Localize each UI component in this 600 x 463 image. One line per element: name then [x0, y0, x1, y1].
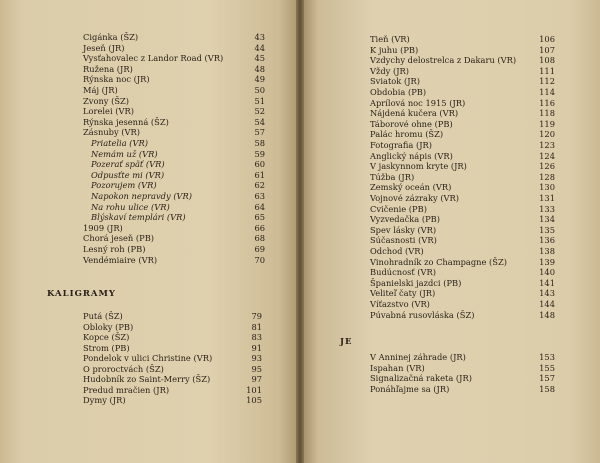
toc-entry — [83, 374, 262, 385]
toc-entry-title: Budúcnosť (VR) — [370, 267, 437, 278]
toc-entry-title: Obdobia (PB) — [370, 87, 427, 97]
toc-entry-title: Zvony (ŠZ) — [83, 95, 130, 106]
toc-entry — [370, 98, 555, 109]
toc-entry — [91, 212, 265, 223]
toc-entry — [370, 151, 555, 162]
toc-entry-title: Vinohradník zo Champagne (ŠZ) — [370, 256, 507, 267]
toc-entry-title: Strom (PB) — [83, 342, 130, 353]
toc-entry-page: 54 — [254, 116, 265, 127]
toc-entry — [370, 45, 555, 56]
toc-entry-title: Lesný roh (PB) — [83, 244, 146, 254]
toc-entry-title: Aprílová noc 1915 (JR) — [370, 97, 466, 108]
toc-entry-page: 105 — [246, 395, 262, 406]
toc-entry-title: Spev lásky (VR) — [370, 224, 437, 235]
toc-entry-page: 57 — [254, 127, 265, 138]
toc-entry — [370, 172, 555, 183]
toc-entry-page: 43 — [254, 32, 265, 42]
toc-entry-page: 124 — [539, 150, 555, 161]
toc-entry-title: Púvabná rusovláska (ŠZ) — [370, 309, 475, 320]
toc-entry-title: Vysťahovalec z Landor Road (VR) — [83, 53, 224, 64]
toc-entry — [370, 214, 555, 225]
toc-entry-title: Lorelei (VR) — [83, 106, 134, 117]
toc-entry — [370, 161, 555, 172]
toc-entry-page: 61 — [254, 169, 265, 180]
toc-entry-page: 52 — [254, 106, 265, 117]
toc-entry-title: Máj (JR) — [83, 85, 118, 95]
toc-entry-page: 49 — [254, 74, 265, 85]
toc-entry-title: Hudobník zo Saint-Merry (ŠZ) — [83, 374, 211, 385]
toc-entry-page: 97 — [251, 374, 262, 385]
toc-entry — [91, 149, 265, 160]
toc-entry-page: 138 — [539, 246, 555, 256]
toc-entry-title: Nájdená kučera (VR) — [370, 108, 459, 119]
toc-entry-page: 136 — [539, 235, 555, 246]
toc-entry-title: Cvičenie (PB) — [370, 203, 427, 214]
toc-entry-title: Pozorujem (VR) — [91, 180, 157, 191]
toc-entry-title: Obloky (PB) — [83, 321, 134, 332]
toc-entry-page: 69 — [254, 244, 265, 254]
toc-entry-title: Súčasnosti (VR) — [370, 235, 437, 246]
toc-entry-title: Vzdychy delostrelca z Dakaru (VR) — [370, 55, 517, 66]
toc-entry — [83, 223, 265, 234]
toc-entry-page: 101 — [246, 384, 262, 395]
toc-entry-page: 107 — [539, 44, 555, 55]
toc-entry — [370, 288, 555, 299]
toc-entry — [83, 395, 262, 406]
toc-entry-page: 112 — [539, 76, 555, 87]
toc-entry-page: 70 — [254, 254, 265, 265]
toc-entry-page: 119 — [539, 118, 555, 129]
toc-entry — [370, 384, 555, 395]
toc-entry-page: 131 — [539, 193, 555, 203]
toc-entry — [370, 193, 555, 204]
toc-entry — [370, 363, 555, 374]
toc-entry-page: 108 — [539, 55, 555, 66]
toc-entry-page: 95 — [251, 363, 262, 374]
toc-entry — [370, 76, 555, 87]
toc-entry-page: 62 — [254, 180, 265, 191]
toc-entry-title: Veliteľ čaty (JR) — [370, 288, 436, 299]
toc-entry-title: Pozerať späť (VR) — [91, 159, 165, 170]
toc-entry — [83, 74, 265, 85]
toc-entry-title: Vždy (JR) — [370, 65, 410, 76]
toc-entry — [370, 310, 555, 321]
toc-entry-title: Rýnska noc (JR) — [83, 74, 150, 85]
toc-entry-page: 155 — [539, 362, 555, 373]
toc-entry — [370, 129, 555, 140]
section-heading-kaligramy: KALIGRAMY — [47, 289, 116, 299]
toc-entry-page: 120 — [539, 129, 555, 140]
toc-entry-title: Signalizačná raketa (JR) — [370, 373, 472, 384]
toc-entry — [370, 140, 555, 151]
toc-entry-title: Na rohu ulice (VR) — [91, 201, 170, 212]
toc-entry — [370, 225, 555, 236]
toc-entry-title: Anglický nápis (VR) — [370, 150, 453, 161]
toc-entry — [91, 202, 265, 213]
toc-entry — [83, 32, 265, 43]
toc-entry — [370, 246, 555, 257]
toc-entry-page: 130 — [539, 182, 555, 193]
toc-entry-page: 133 — [539, 203, 555, 214]
toc-entry — [83, 311, 262, 322]
toc-entry — [83, 64, 265, 75]
toc-entry-page: 111 — [539, 65, 555, 76]
toc-entry-title: Napokon nepravdy (VR) — [91, 191, 193, 201]
toc-entry — [91, 170, 265, 181]
toc-entry-title: K juhu (PB) — [370, 44, 419, 55]
toc-entry — [370, 235, 555, 246]
toc-entry-page: 123 — [539, 140, 555, 150]
toc-entry — [91, 180, 265, 191]
toc-entry-title: Vyzvedačka (PB) — [370, 214, 440, 225]
toc-entry-page: 63 — [254, 191, 265, 201]
toc-entry — [91, 138, 265, 149]
toc-entry-page: 50 — [254, 85, 265, 95]
toc-entry — [83, 96, 265, 107]
toc-entry-page: 139 — [539, 256, 555, 267]
toc-entry-title: V jaskynnom kryte (JR) — [370, 161, 467, 172]
toc-entry-title: 1909 (JR) — [83, 222, 123, 233]
toc-entry — [91, 159, 265, 170]
toc-entry-title: Táborové ohne (PB) — [370, 118, 453, 129]
toc-entry-page: 128 — [539, 171, 555, 182]
toc-entry-title: O prorоctvách (ŠZ) — [83, 363, 164, 374]
toc-entry-page: 83 — [251, 332, 262, 343]
toc-entry — [370, 373, 555, 384]
toc-entry-page: 126 — [539, 161, 555, 172]
toc-entry-page: 60 — [254, 159, 265, 170]
toc-entry-page: 91 — [251, 342, 262, 353]
toc-entry — [370, 267, 555, 278]
toc-entry-title: Blýskaví templári (VR) — [91, 212, 186, 223]
toc-entry-page: 140 — [539, 267, 555, 278]
toc-entry-title: Dymy (JR) — [83, 395, 126, 406]
toc-entry-page: 65 — [254, 212, 265, 223]
toc-entry-title: V Anninej záhrade (JR) — [370, 352, 466, 362]
toc-entry — [83, 353, 262, 364]
toc-entry-title: Cigánka (ŠZ) — [83, 32, 139, 42]
toc-entry-title: Túžba (JR) — [370, 171, 415, 182]
toc-entry-title: Kopce (ŠZ) — [83, 332, 130, 343]
toc-entry — [83, 85, 265, 96]
toc-entry-page: 66 — [254, 222, 265, 233]
toc-entry-title: Vendémiaire (VR) — [83, 254, 158, 265]
toc-entry — [370, 108, 555, 119]
toc-entry-page: 143 — [539, 288, 555, 299]
toc-entry — [83, 53, 265, 64]
toc-entry-page: 93 — [251, 353, 262, 364]
toc-entry-page: 79 — [251, 311, 262, 321]
toc-entry — [370, 352, 555, 363]
toc-entry-title: Sviatok (JR) — [370, 76, 421, 87]
toc-entry-title: Jeseň (JR) — [83, 42, 125, 53]
toc-entry-page: 153 — [539, 352, 555, 362]
toc-entry — [83, 117, 265, 128]
toc-entry-page: 59 — [254, 148, 265, 159]
toc-entry-title: Zemský oceán (VR) — [370, 182, 452, 193]
toc-entry-page: 106 — [539, 34, 555, 44]
toc-entry-title: Priatelia (VR) — [91, 138, 148, 148]
toc-entry — [83, 244, 265, 255]
toc-entry — [370, 257, 555, 268]
toc-entry-page: 81 — [251, 321, 262, 332]
toc-entry-page: 48 — [254, 63, 265, 74]
toc-entry-page: 157 — [539, 373, 555, 384]
toc-entry — [83, 127, 265, 138]
toc-entry-title: Fotografia (JR) — [370, 140, 433, 150]
toc-entry-page: 134 — [539, 214, 555, 225]
toc-entry-page: 116 — [539, 97, 555, 108]
toc-entry-page: 44 — [254, 42, 265, 53]
toc-entry-title: Odpusťte mi (VR) — [91, 169, 165, 180]
toc-entry — [83, 343, 262, 354]
toc-entry — [370, 204, 555, 215]
toc-entry-title: Chorá jeseň (PB) — [83, 233, 155, 244]
toc-entry — [83, 332, 262, 343]
toc-entry-title: Pondelok v ulici Christine (VR) — [83, 353, 213, 364]
toc-entry-title: Ponáhľajme sa (JR) — [370, 383, 450, 394]
toc-entry — [370, 299, 555, 310]
toc-entry-page: 135 — [539, 224, 555, 235]
toc-entry — [83, 385, 262, 396]
toc-entry-title: Predud mračien (JR) — [83, 384, 170, 395]
toc-entry-title: Tieň (VR) — [370, 34, 410, 44]
toc-entry — [83, 43, 265, 54]
toc-entry-title: Nemám už (VR) — [91, 148, 158, 159]
toc-entry-page: 148 — [539, 309, 555, 320]
toc-entry-title: Rýnska jesenná (ŠZ) — [83, 116, 169, 127]
toc-entry-page: 118 — [539, 108, 555, 119]
toc-entry — [370, 55, 555, 66]
toc-entry-title: Víťazstvo (VR) — [370, 299, 430, 309]
toc-entry — [83, 322, 262, 333]
toc-entry-title: Putá (ŠZ) — [83, 311, 123, 321]
toc-entry-page: 64 — [254, 201, 265, 212]
toc-entry-title: Španielski jazdci (PB) — [370, 277, 462, 288]
toc-entry — [370, 34, 555, 45]
toc-entry-title: Vojnové zázraky (VR) — [370, 193, 460, 203]
toc-entry-page: 68 — [254, 233, 265, 244]
book-gutter — [296, 0, 304, 463]
toc-entry — [370, 182, 555, 193]
toc-entry-page: 141 — [539, 277, 555, 288]
toc-entry-page: 144 — [539, 299, 555, 309]
toc-entry — [370, 87, 555, 98]
toc-entry — [370, 278, 555, 289]
toc-entry-page: 114 — [539, 87, 555, 97]
toc-entry — [83, 106, 265, 117]
toc-entry-title: Odchod (VR) — [370, 246, 424, 256]
toc-entry-title: Ruženа (JR) — [83, 63, 133, 74]
toc-entry-page: 45 — [254, 53, 265, 64]
toc-entry — [370, 66, 555, 77]
toc-entry-title: Ispahan (VR) — [370, 362, 425, 373]
toc-entry — [83, 233, 265, 244]
toc-entry-page: 58 — [254, 138, 265, 148]
toc-entry — [83, 255, 265, 266]
toc-entry — [91, 191, 265, 202]
section-heading-je: JE — [340, 337, 353, 347]
toc-entry-title: Palác hromu (ŠZ) — [370, 129, 444, 140]
toc-entry-title: Zásnuby (VR) — [83, 127, 141, 138]
toc-entry-page: 158 — [539, 383, 555, 394]
toc-entry-page: 51 — [254, 95, 265, 106]
